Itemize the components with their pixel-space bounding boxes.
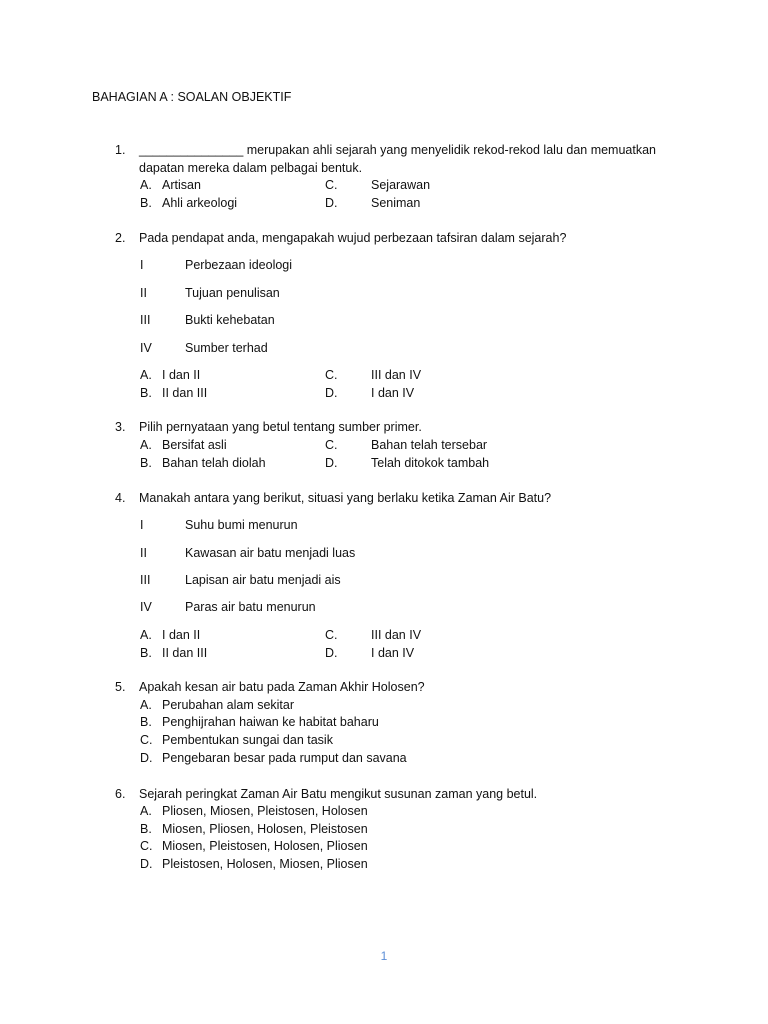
- statement-text: Sumber terhad: [185, 341, 268, 355]
- question-number: 5.: [115, 680, 126, 694]
- option-text-b: Miosen, Pliosen, Holosen, Pleistosen: [162, 822, 368, 836]
- option-text-a: Artisan: [162, 178, 201, 192]
- question-text: Pada pendapat anda, mengapakah wujud perbezaan tafsiran dalam sejarah?: [139, 231, 567, 245]
- question-text: Manakah antara yang berikut, situasi yang berlaku ketika Zaman Air Batu?: [139, 491, 552, 505]
- option-letter-a: A.: [140, 438, 152, 452]
- option-letter-a: A.: [140, 804, 152, 818]
- option-text-c: III dan IV: [371, 368, 422, 382]
- option-letter-d: D.: [325, 196, 338, 210]
- option-text-b: II dan III: [162, 386, 208, 400]
- statement-numeral: IV: [140, 600, 152, 614]
- question-number: 4.: [115, 491, 126, 505]
- option-letter-b: B.: [140, 715, 152, 729]
- option-text-d: I dan IV: [371, 646, 415, 660]
- option-text-d: Pleistosen, Holosen, Miosen, Pliosen: [162, 857, 368, 871]
- option-text-c: Sejarawan: [371, 178, 431, 192]
- statement-numeral: II: [140, 286, 147, 300]
- option-text-d: Seniman: [371, 196, 421, 210]
- option-letter-c: C.: [325, 438, 338, 452]
- statement-text: Kawasan air batu menjadi luas: [185, 546, 356, 560]
- option-text-a: Bersifat asli: [162, 438, 227, 452]
- option-letter-d: D.: [325, 386, 338, 400]
- option-letter-a: A.: [140, 628, 152, 642]
- option-letter-a: A.: [140, 178, 152, 192]
- statement-text: Paras air batu menurun: [185, 600, 316, 614]
- statement-text: Tujuan penulisan: [185, 286, 280, 300]
- option-letter-c: C.: [325, 178, 338, 192]
- statement-numeral: III: [140, 573, 151, 587]
- option-letter-c: C.: [325, 368, 338, 382]
- option-text-d: Telah ditokok tambah: [371, 456, 490, 470]
- option-letter-b: B.: [140, 386, 152, 400]
- option-text-b: Ahli arkeologi: [162, 196, 238, 210]
- option-letter-b: B.: [140, 196, 152, 210]
- option-letter-c: C.: [140, 733, 153, 747]
- statement-numeral: III: [140, 313, 151, 327]
- statement-text: Perbezaan ideologi: [185, 258, 293, 272]
- question-text: Pilih pernyataan yang betul tentang sumber primer.: [139, 420, 422, 434]
- question-number: 2.: [115, 231, 126, 245]
- option-letter-d: D.: [325, 646, 338, 660]
- option-letter-b: B.: [140, 456, 152, 470]
- option-letter-c: C.: [325, 628, 338, 642]
- option-letter-a: A.: [140, 368, 152, 382]
- option-letter-d: D.: [325, 456, 338, 470]
- option-text-b: II dan III: [162, 646, 208, 660]
- statement-numeral: II: [140, 546, 147, 560]
- option-letter-b: B.: [140, 646, 152, 660]
- option-text-a: I dan II: [162, 368, 201, 382]
- option-text-c: Bahan telah tersebar: [371, 438, 488, 452]
- option-text-a: I dan II: [162, 628, 201, 642]
- question-text: Sejarah peringkat Zaman Air Batu mengikut susunan zaman yang betul.: [139, 787, 538, 801]
- option-text-b: Penghijrahan haiwan ke habitat baharu: [162, 715, 379, 729]
- statement-numeral: IV: [140, 341, 152, 355]
- question-number: 6.: [115, 787, 126, 801]
- option-letter-d: D.: [140, 857, 153, 871]
- option-letter-c: C.: [140, 839, 153, 853]
- option-text-c: Pembentukan sungai dan tasik: [162, 733, 333, 747]
- question-number: 3.: [115, 420, 126, 434]
- statement-text: Suhu bumi menurun: [185, 518, 298, 532]
- page-number: 1: [380, 949, 388, 963]
- option-text-a: Pliosen, Miosen, Pleistosen, Holosen: [162, 804, 368, 818]
- question-text: Apakah kesan air batu pada Zaman Akhir Holosen?: [139, 680, 425, 694]
- section-title: BAHAGIAN A : SOALAN OBJEKTIF: [92, 90, 292, 104]
- option-text-d: I dan IV: [371, 386, 415, 400]
- statement-text: Bukti kehebatan: [185, 313, 275, 327]
- option-letter-b: B.: [140, 822, 152, 836]
- option-text-d: Pengebaran besar pada rumput dan savana: [162, 751, 407, 765]
- statement-numeral: I: [140, 258, 144, 272]
- question-text-line: _______________ merupakan ahli sejarah yang menyelidik rekod-rekod lalu dan memuatkan: [139, 143, 657, 157]
- option-letter-d: D.: [140, 751, 153, 765]
- option-text-b: Bahan telah diolah: [162, 456, 266, 470]
- option-text-a: Perubahan alam sekitar: [162, 698, 295, 712]
- option-letter-a: A.: [140, 698, 152, 712]
- question-text-line: dapatan mereka dalam pelbagai bentuk.: [139, 161, 363, 175]
- statement-text: Lapisan air batu menjadi ais: [185, 573, 341, 587]
- statement-numeral: I: [140, 518, 144, 532]
- option-text-c: III dan IV: [371, 628, 422, 642]
- option-text-c: Miosen, Pleistosen, Holosen, Pliosen: [162, 839, 368, 853]
- question-number: 1.: [115, 143, 126, 157]
